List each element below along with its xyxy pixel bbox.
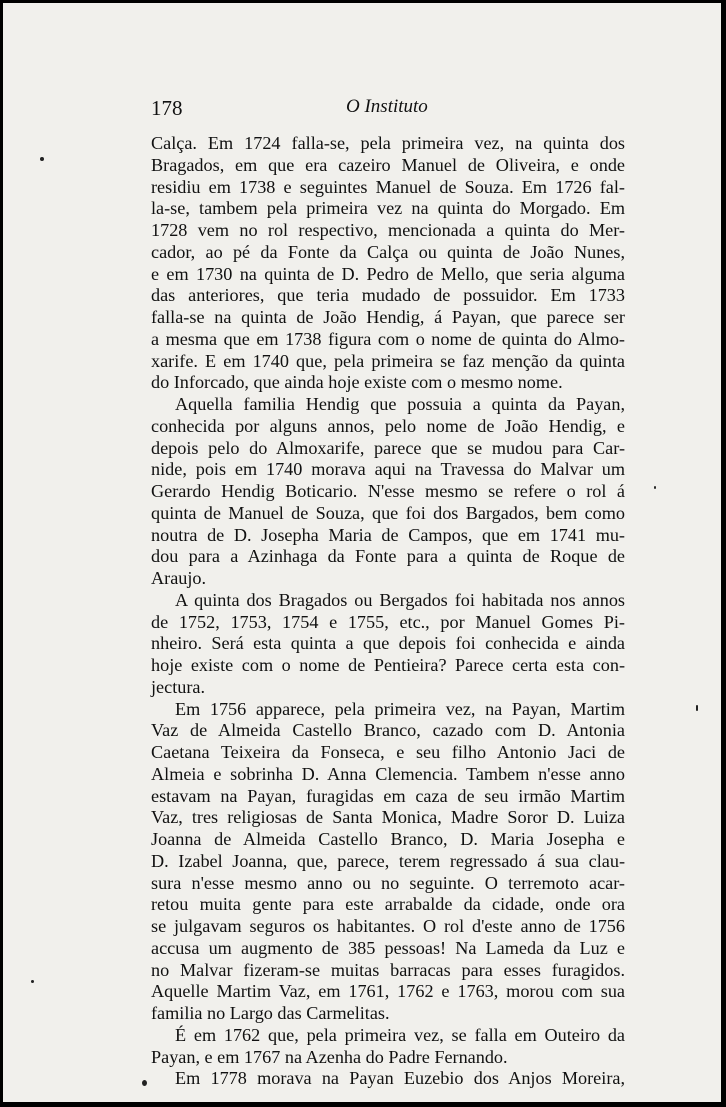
text-line: A quinta dos Bragados ou Bergados foi habitada nos annos — [175, 589, 625, 610]
text-line: nheiro. Será esta quinta a que depois foi conhecida e ainda — [151, 633, 625, 654]
text-line: Em 1778 morava na Payan Euzebio dos Anjos Moreira, — [175, 1068, 625, 1089]
text-line: Aquelle Martim Vaz, em 1761, 1762 e 1763, morou com sua — [151, 981, 625, 1002]
text-line: Aquella familia Hendig que possuia a quinta da Payan, — [175, 394, 625, 414]
text-line: e em 1730 na quinta de D. Pedro de Mello, que seria alguma — [151, 263, 625, 284]
text-line: D. Izabel Joanna, que, parece, terem regressado á sua clau- — [151, 850, 625, 871]
text-line: sura n'esse mesmo anno ou no seguinte. O terremoto acar- — [151, 872, 625, 893]
text-line: cador, ao pé da Fonte da Calça ou quinta de João Nunes, — [151, 241, 625, 262]
text-line: nide, pois em 1740 morava aqui na Travessa do Malvar um — [151, 459, 625, 480]
ink-speck — [142, 1080, 147, 1086]
text-line: Vaz de Almeida Castello Branco, cazado com D. Antonia — [151, 720, 625, 741]
text-line: Araujo. — [151, 568, 207, 588]
text-line: a mesma que em 1738 figura com o nome de quinta do Almo- — [151, 328, 625, 349]
text-line: se julgavam seguros os habitantes. O rol d'este anno de 1756 — [151, 916, 625, 936]
text-line: Gerardo Hendig Boticario. N'esse mesmo se refere o rol á — [151, 481, 625, 501]
text-line: conhecida por alguns annos, pelo nome de João Hendig, e — [151, 415, 625, 436]
text-line: É em 1762 que, pela primeira vez, se falla em Outeiro da — [175, 1024, 625, 1045]
text-line: Em 1756 apparece, pela primeira vez, na Payan, Martim — [175, 698, 625, 719]
text-line: dou para a Azinhaga da Fonte para a quinta de Roque de — [151, 546, 625, 567]
running-title: O Instituto — [346, 96, 428, 117]
text-line: Vaz, tres religiosas de Santa Monica, Madre Soror D. Luiza — [151, 807, 625, 828]
text-line: falla-se na quinta de João Hendig, á Payan, que parece ser — [151, 307, 625, 327]
text-line: residiu em 1738 e seguintes Manuel de Souza. Em 1726 fal- — [151, 176, 625, 197]
text-line: depois pelo do Almoxarife, parece que se mudou para Car- — [151, 437, 625, 458]
text-line: das anteriores, que teria mudado de possuidor. Em 1733 — [151, 285, 625, 306]
text-line: Caetana Teixeira da Fonseca, e seu filho Antonio Jaci de — [151, 742, 625, 762]
text-line: no Malvar fizeram-se muitas barracas para esses furagidos. — [151, 959, 625, 980]
text-line: quinta de Manuel de Souza, que foi dos Bargados, bem como — [151, 502, 625, 523]
text-line: Payan, e em 1767 na Azenha do Padre Fernando. — [151, 1046, 508, 1067]
ink-speck — [654, 486, 656, 489]
ink-speck — [40, 157, 44, 161]
text-line: Bragados, em que era cazeiro Manuel de Oliveira, e onde — [151, 154, 625, 175]
text-line: Almeia e sobrinha D. Anna Clemencia. Tambem n'esse anno — [151, 763, 625, 784]
text-line: hoje existe com o nome de Pentieira? Parece certa esta con- — [151, 655, 625, 675]
text-line: accusa um augmento de 385 pessoas! Na Lameda da Luz e — [151, 937, 625, 958]
text-line: de 1752, 1753, 1754 e 1755, etc., por Manuel Gomes Pi- — [151, 611, 625, 632]
ink-speck — [696, 705, 698, 711]
text-line: do Inforcado, que ainda hoje existe com o mesmo nome. — [151, 372, 563, 393]
text-line: noutra de D. Josepha Maria de Campos, que em 1741 mu- — [151, 524, 625, 545]
text-line: xarife. E em 1740 que, pela primeira se faz menção da quinta — [151, 350, 625, 371]
text-line: 1728 vem no rol respectivo, mencionada a quinta do Mer- — [151, 220, 625, 240]
page-number: 178 — [151, 96, 183, 120]
text-line: Joanna de Almeida Castello Branco, D. Maria Josepha e — [151, 829, 625, 849]
page-header — [151, 96, 625, 120]
text-line: Calça. Em 1724 falla-se, pela primeira vez, na quinta dos — [151, 133, 625, 153]
book-page — [3, 3, 721, 1102]
text-line: la-se, tambem pela primeira vez na quinta do Morgado. Em — [151, 198, 625, 219]
text-line: retou muita gente para este arrabalde da cidade, onde ora — [151, 894, 625, 915]
ink-speck — [31, 980, 34, 983]
text-line: estavam na Payan, furagidas em caza de seu irmão Martim — [151, 785, 625, 806]
text-line: familia no Largo das Carmelitas. — [151, 1003, 390, 1023]
text-line: jectura. — [151, 676, 206, 697]
body-text — [151, 133, 625, 1090]
